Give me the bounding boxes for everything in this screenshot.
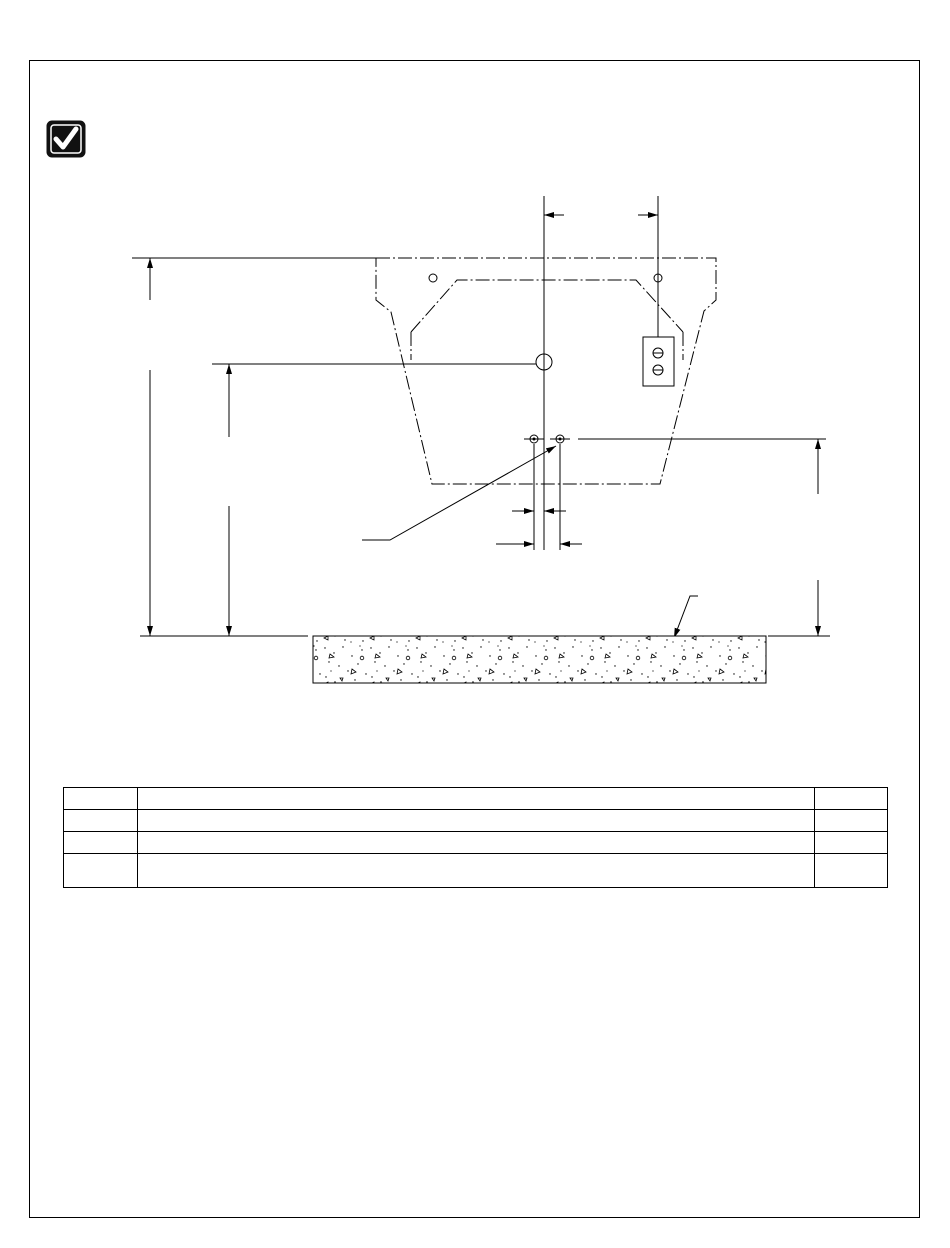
table-cell-item — [64, 854, 138, 888]
table-cell-value — [815, 832, 888, 854]
table-cell-value — [815, 810, 888, 832]
table-cell-value — [815, 854, 888, 888]
table-row — [64, 854, 888, 888]
table-cell-description — [138, 854, 815, 888]
floor-leader — [674, 596, 698, 638]
table-cell-item — [64, 832, 138, 854]
table-row — [64, 788, 888, 810]
mount-hole-left — [429, 274, 437, 282]
supply-leader — [362, 446, 556, 540]
table-row — [64, 810, 888, 832]
table-cell-value — [815, 788, 888, 810]
table-row — [64, 832, 888, 854]
electrical-outlet — [643, 337, 674, 386]
cabinet-outline — [376, 258, 716, 484]
spec-table — [63, 787, 888, 888]
table-cell-item — [64, 788, 138, 810]
concrete-floor — [313, 636, 766, 683]
table-cell-description — [138, 810, 815, 832]
basin-outline — [411, 280, 683, 332]
table-cell-item — [64, 810, 138, 832]
table-cell-description — [138, 788, 815, 810]
table-cell-description — [138, 832, 815, 854]
